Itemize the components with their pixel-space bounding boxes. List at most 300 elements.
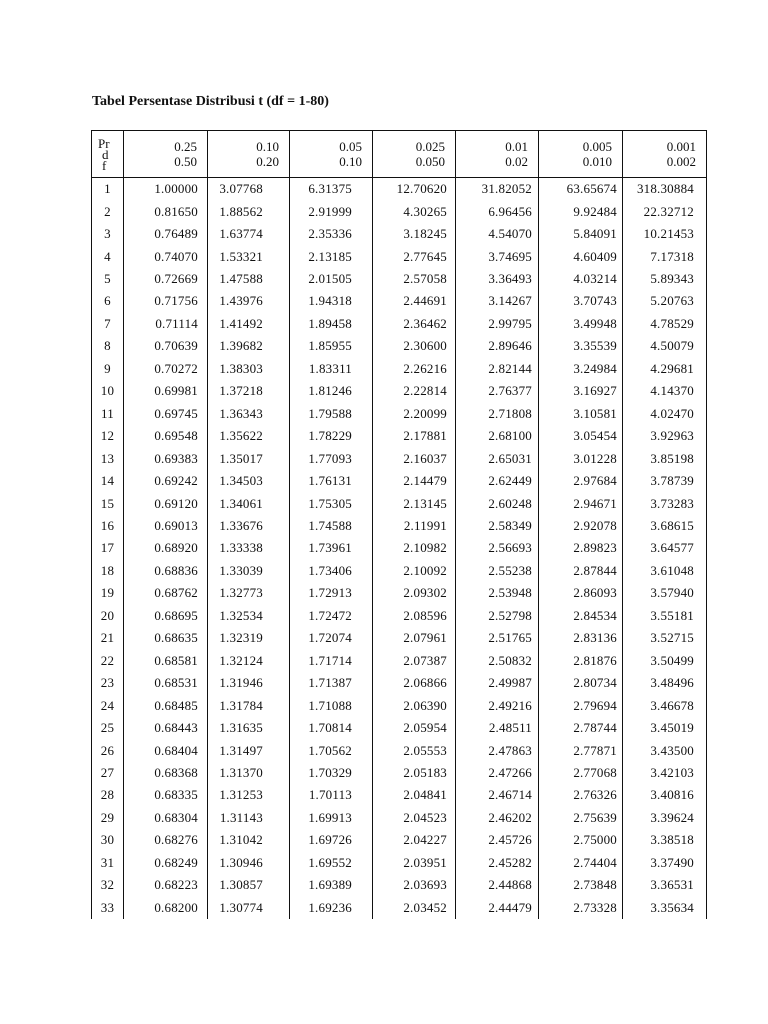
value-cell: 3.38518 bbox=[623, 829, 707, 851]
value-cell: 31.82052 bbox=[456, 178, 539, 201]
value-cell: 2.82144 bbox=[456, 358, 539, 380]
value-cell: 3.55181 bbox=[623, 605, 707, 627]
value-cell: 4.50079 bbox=[623, 335, 707, 357]
value-cell: 1.63774 bbox=[208, 223, 290, 245]
table-row bbox=[92, 582, 707, 604]
value-cell: 2.05183 bbox=[373, 762, 456, 784]
one-tail-probability: 0.05 bbox=[339, 139, 362, 154]
two-tail-probability: 0.02 bbox=[505, 154, 528, 169]
value-cell: 2.05954 bbox=[373, 717, 456, 739]
table-row bbox=[92, 290, 707, 312]
value-cell: 0.68304 bbox=[124, 807, 208, 829]
df-cell: 20 bbox=[100, 607, 115, 623]
value-cell: 1.72913 bbox=[290, 582, 373, 604]
value-cell: 1.72472 bbox=[290, 605, 373, 627]
value-cell: 2.11991 bbox=[373, 515, 456, 537]
value-cell: 1.69389 bbox=[290, 874, 373, 896]
value-cell: 12.70620 bbox=[373, 178, 456, 201]
value-cell: 63.65674 bbox=[539, 178, 623, 201]
value-cell: 0.68249 bbox=[124, 852, 208, 874]
df-cell: 19 bbox=[100, 585, 115, 601]
value-cell: 0.68531 bbox=[124, 672, 208, 694]
value-cell: 1.69726 bbox=[290, 829, 373, 851]
value-cell: 1.32319 bbox=[208, 627, 290, 649]
two-tail-probability: 0.002 bbox=[666, 154, 696, 169]
value-cell: 1.72074 bbox=[290, 627, 373, 649]
value-cell: 1.71387 bbox=[290, 672, 373, 694]
value-cell: 0.68695 bbox=[124, 605, 208, 627]
value-cell: 2.89646 bbox=[456, 335, 539, 357]
table-row bbox=[92, 605, 707, 627]
value-cell: 3.52715 bbox=[623, 627, 707, 649]
df-cell: 14 bbox=[100, 473, 115, 489]
table-row bbox=[92, 268, 707, 290]
df-cell: 13 bbox=[100, 450, 115, 466]
value-cell: 1.37218 bbox=[208, 380, 290, 402]
value-cell: 1.30774 bbox=[208, 897, 290, 919]
df-cell: 18 bbox=[100, 562, 115, 578]
column-header bbox=[456, 131, 539, 178]
value-cell: 0.74070 bbox=[124, 245, 208, 267]
value-cell: 1.32534 bbox=[208, 605, 290, 627]
table-row bbox=[92, 200, 707, 222]
value-cell: 2.07961 bbox=[373, 627, 456, 649]
value-cell: 1.33676 bbox=[208, 515, 290, 537]
value-cell: 2.22814 bbox=[373, 380, 456, 402]
value-cell: 4.02470 bbox=[623, 403, 707, 425]
df-header-f: f bbox=[102, 157, 107, 173]
value-cell: 0.68368 bbox=[124, 762, 208, 784]
value-cell: 1.79588 bbox=[290, 403, 373, 425]
df-cell: 31 bbox=[100, 854, 115, 870]
value-cell: 0.69120 bbox=[124, 492, 208, 514]
value-cell: 0.69242 bbox=[124, 470, 208, 492]
value-cell: 3.43500 bbox=[623, 739, 707, 761]
value-cell: 2.05553 bbox=[373, 739, 456, 761]
df-cell: 28 bbox=[100, 787, 115, 803]
value-cell: 1.70113 bbox=[290, 784, 373, 806]
value-cell: 2.07387 bbox=[373, 650, 456, 672]
df-cell: 33 bbox=[100, 899, 115, 915]
value-cell: 3.57940 bbox=[623, 582, 707, 604]
value-cell: 2.55238 bbox=[456, 560, 539, 582]
value-cell: 1.31143 bbox=[208, 807, 290, 829]
value-cell: 4.14370 bbox=[623, 380, 707, 402]
value-cell: 1.77093 bbox=[290, 447, 373, 469]
value-cell: 2.45282 bbox=[456, 852, 539, 874]
value-cell: 2.86093 bbox=[539, 582, 623, 604]
table-row bbox=[92, 313, 707, 335]
value-cell: 0.69548 bbox=[124, 425, 208, 447]
value-cell: 1.41492 bbox=[208, 313, 290, 335]
value-cell: 2.50832 bbox=[456, 650, 539, 672]
table-row bbox=[92, 762, 707, 784]
value-cell: 2.53948 bbox=[456, 582, 539, 604]
value-cell: 1.30946 bbox=[208, 852, 290, 874]
value-cell: 3.07768 bbox=[208, 178, 290, 201]
value-cell: 0.69981 bbox=[124, 380, 208, 402]
value-cell: 3.78739 bbox=[623, 470, 707, 492]
value-cell: 1.31253 bbox=[208, 784, 290, 806]
column-header bbox=[539, 131, 623, 178]
value-cell: 2.49216 bbox=[456, 694, 539, 716]
value-cell: 1.74588 bbox=[290, 515, 373, 537]
table-row bbox=[92, 537, 707, 559]
value-cell: 0.68223 bbox=[124, 874, 208, 896]
value-cell: 2.01505 bbox=[290, 268, 373, 290]
value-cell: 1.31946 bbox=[208, 672, 290, 694]
value-cell: 3.42103 bbox=[623, 762, 707, 784]
value-cell: 0.68485 bbox=[124, 694, 208, 716]
table-row bbox=[92, 358, 707, 380]
df-cell: 25 bbox=[100, 720, 115, 736]
table-body bbox=[92, 178, 707, 919]
value-cell: 2.77068 bbox=[539, 762, 623, 784]
value-cell: 1.81246 bbox=[290, 380, 373, 402]
table-row bbox=[92, 829, 707, 851]
df-cell: 1 bbox=[104, 181, 111, 197]
value-cell: 1.76131 bbox=[290, 470, 373, 492]
value-cell: 1.34061 bbox=[208, 492, 290, 514]
df-cell: 22 bbox=[100, 652, 115, 668]
value-cell: 2.10982 bbox=[373, 537, 456, 559]
value-cell: 0.68200 bbox=[124, 897, 208, 919]
table-row bbox=[92, 874, 707, 896]
df-cell: 12 bbox=[100, 428, 115, 444]
value-cell: 1.94318 bbox=[290, 290, 373, 312]
value-cell: 3.61048 bbox=[623, 560, 707, 582]
value-cell: 2.87844 bbox=[539, 560, 623, 582]
table-row bbox=[92, 223, 707, 245]
value-cell: 1.47588 bbox=[208, 268, 290, 290]
value-cell: 1.43976 bbox=[208, 290, 290, 312]
value-cell: 3.16927 bbox=[539, 380, 623, 402]
value-cell: 9.92484 bbox=[539, 200, 623, 222]
value-cell: 2.81876 bbox=[539, 650, 623, 672]
df-cell: 11 bbox=[101, 405, 114, 421]
value-cell: 2.51765 bbox=[456, 627, 539, 649]
value-cell: 2.76326 bbox=[539, 784, 623, 806]
table-row bbox=[92, 897, 707, 919]
value-cell: 1.88562 bbox=[208, 200, 290, 222]
table-row bbox=[92, 178, 707, 201]
one-tail-probability: 0.025 bbox=[415, 139, 445, 154]
value-cell: 3.73283 bbox=[623, 492, 707, 514]
value-cell: 3.18245 bbox=[373, 223, 456, 245]
value-cell: 0.68404 bbox=[124, 739, 208, 761]
value-cell: 1.53321 bbox=[208, 245, 290, 267]
value-cell: 0.81650 bbox=[124, 200, 208, 222]
value-cell: 0.68762 bbox=[124, 582, 208, 604]
value-cell: 2.99795 bbox=[456, 313, 539, 335]
table-row bbox=[92, 739, 707, 761]
value-cell: 2.73328 bbox=[539, 897, 623, 919]
value-cell: 2.04227 bbox=[373, 829, 456, 851]
value-cell: 1.69913 bbox=[290, 807, 373, 829]
value-cell: 0.68836 bbox=[124, 560, 208, 582]
two-tail-probability: 0.050 bbox=[415, 154, 445, 169]
value-cell: 2.65031 bbox=[456, 447, 539, 469]
value-cell: 2.57058 bbox=[373, 268, 456, 290]
df-cell: 29 bbox=[100, 809, 115, 825]
value-cell: 3.74695 bbox=[456, 245, 539, 267]
one-tail-probability: 0.10 bbox=[256, 139, 279, 154]
value-cell: 1.32124 bbox=[208, 650, 290, 672]
value-cell: 1.34503 bbox=[208, 470, 290, 492]
df-cell: 8 bbox=[104, 338, 111, 354]
value-cell: 0.70272 bbox=[124, 358, 208, 380]
value-cell: 2.08596 bbox=[373, 605, 456, 627]
df-cell: 24 bbox=[100, 697, 115, 713]
value-cell: 3.64577 bbox=[623, 537, 707, 559]
value-cell: 1.33338 bbox=[208, 537, 290, 559]
value-cell: 2.16037 bbox=[373, 447, 456, 469]
value-cell: 2.75000 bbox=[539, 829, 623, 851]
value-cell: 3.05454 bbox=[539, 425, 623, 447]
value-cell: 2.56693 bbox=[456, 537, 539, 559]
value-cell: 3.24984 bbox=[539, 358, 623, 380]
df-cell: 6 bbox=[104, 293, 111, 309]
value-cell: 318.30884 bbox=[623, 178, 707, 201]
table-row bbox=[92, 852, 707, 874]
value-cell: 3.48496 bbox=[623, 672, 707, 694]
value-cell: 2.03452 bbox=[373, 897, 456, 919]
value-cell: 2.10092 bbox=[373, 560, 456, 582]
table-row bbox=[92, 425, 707, 447]
table-row bbox=[92, 560, 707, 582]
value-cell: 3.35634 bbox=[623, 897, 707, 919]
value-cell: 3.14267 bbox=[456, 290, 539, 312]
value-cell: 2.89823 bbox=[539, 537, 623, 559]
page-title: Tabel Persentase Distribusi t (df = 1-80) bbox=[92, 94, 329, 109]
value-cell: 4.78529 bbox=[623, 313, 707, 335]
value-cell: 3.35539 bbox=[539, 335, 623, 357]
value-cell: 1.73406 bbox=[290, 560, 373, 582]
value-cell: 2.14479 bbox=[373, 470, 456, 492]
value-cell: 3.45019 bbox=[623, 717, 707, 739]
value-cell: 0.68443 bbox=[124, 717, 208, 739]
df-cell: 27 bbox=[100, 765, 115, 780]
value-cell: 0.68581 bbox=[124, 650, 208, 672]
column-header bbox=[290, 131, 373, 178]
table-row bbox=[92, 492, 707, 514]
value-cell: 2.09302 bbox=[373, 582, 456, 604]
value-cell: 1.33039 bbox=[208, 560, 290, 582]
value-cell: 1.89458 bbox=[290, 313, 373, 335]
table-row bbox=[92, 672, 707, 694]
value-cell: 2.03693 bbox=[373, 874, 456, 896]
value-cell: 0.68276 bbox=[124, 829, 208, 851]
table-row bbox=[92, 380, 707, 402]
value-cell: 2.73848 bbox=[539, 874, 623, 896]
value-cell: 0.71114 bbox=[124, 313, 208, 335]
table-row bbox=[92, 470, 707, 492]
value-cell: 0.68635 bbox=[124, 627, 208, 649]
df-cell: 4 bbox=[104, 248, 111, 264]
value-cell: 6.31375 bbox=[290, 178, 373, 201]
table-row bbox=[92, 335, 707, 357]
value-cell: 2.78744 bbox=[539, 717, 623, 739]
value-cell: 2.79694 bbox=[539, 694, 623, 716]
value-cell: 1.31635 bbox=[208, 717, 290, 739]
table-row bbox=[92, 403, 707, 425]
one-tail-probability: 0.25 bbox=[174, 139, 197, 154]
df-cell: 2 bbox=[104, 203, 111, 219]
two-tail-probability: 0.50 bbox=[174, 154, 197, 169]
value-cell: 2.60248 bbox=[456, 492, 539, 514]
value-cell: 2.04841 bbox=[373, 784, 456, 806]
value-cell: 3.40816 bbox=[623, 784, 707, 806]
df-cell: 23 bbox=[100, 675, 115, 691]
value-cell: 2.45726 bbox=[456, 829, 539, 851]
df-header-d: d bbox=[102, 146, 109, 162]
value-cell: 2.30600 bbox=[373, 335, 456, 357]
two-tail-probability: 0.20 bbox=[256, 154, 279, 169]
df-cell: 9 bbox=[104, 360, 111, 376]
value-cell: 2.80734 bbox=[539, 672, 623, 694]
value-cell: 2.94671 bbox=[539, 492, 623, 514]
value-cell: 7.17318 bbox=[623, 245, 707, 267]
one-tail-probability: 0.005 bbox=[582, 139, 612, 154]
value-cell: 2.47863 bbox=[456, 739, 539, 761]
value-cell: 1.36343 bbox=[208, 403, 290, 425]
value-cell: 3.68615 bbox=[623, 515, 707, 537]
value-cell: 2.44868 bbox=[456, 874, 539, 896]
value-cell: 10.21453 bbox=[623, 223, 707, 245]
value-cell: 1.70814 bbox=[290, 717, 373, 739]
value-cell: 2.36462 bbox=[373, 313, 456, 335]
column-header bbox=[208, 131, 290, 178]
value-cell: 6.96456 bbox=[456, 200, 539, 222]
value-cell: 1.71714 bbox=[290, 650, 373, 672]
value-cell: 4.30265 bbox=[373, 200, 456, 222]
df-cell: 5 bbox=[104, 271, 111, 287]
df-cell: 21 bbox=[100, 630, 115, 646]
value-cell: 1.32773 bbox=[208, 582, 290, 604]
value-cell: 2.49987 bbox=[456, 672, 539, 694]
value-cell: 2.35336 bbox=[290, 223, 373, 245]
value-cell: 0.70639 bbox=[124, 335, 208, 357]
value-cell: 2.58349 bbox=[456, 515, 539, 537]
value-cell: 1.78229 bbox=[290, 425, 373, 447]
table-row bbox=[92, 717, 707, 739]
value-cell: 1.35017 bbox=[208, 447, 290, 469]
value-cell: 4.60409 bbox=[539, 245, 623, 267]
value-cell: 1.69236 bbox=[290, 897, 373, 919]
value-cell: 1.83311 bbox=[290, 358, 373, 380]
value-cell: 0.76489 bbox=[124, 223, 208, 245]
value-cell: 2.62449 bbox=[456, 470, 539, 492]
df-cell: 32 bbox=[100, 877, 115, 893]
value-cell: 3.01228 bbox=[539, 447, 623, 469]
value-cell: 1.73961 bbox=[290, 537, 373, 559]
value-cell: 2.06390 bbox=[373, 694, 456, 716]
column-header bbox=[373, 131, 456, 178]
value-cell: 1.31042 bbox=[208, 829, 290, 851]
value-cell: 0.68920 bbox=[124, 537, 208, 559]
value-cell: 2.46202 bbox=[456, 807, 539, 829]
value-cell: 2.44479 bbox=[456, 897, 539, 919]
value-cell: 2.26216 bbox=[373, 358, 456, 380]
value-cell: 1.31784 bbox=[208, 694, 290, 716]
one-tail-probability: 0.01 bbox=[505, 139, 528, 154]
value-cell: 2.17881 bbox=[373, 425, 456, 447]
value-cell: 5.89343 bbox=[623, 268, 707, 290]
value-cell: 2.44691 bbox=[373, 290, 456, 312]
value-cell: 3.39624 bbox=[623, 807, 707, 829]
value-cell: 2.03951 bbox=[373, 852, 456, 874]
value-cell: 2.92078 bbox=[539, 515, 623, 537]
df-cell: 16 bbox=[100, 518, 115, 534]
value-cell: 1.30857 bbox=[208, 874, 290, 896]
value-cell: 2.71808 bbox=[456, 403, 539, 425]
table-row bbox=[92, 245, 707, 267]
value-cell: 1.71088 bbox=[290, 694, 373, 716]
value-cell: 1.31497 bbox=[208, 739, 290, 761]
value-cell: 3.37490 bbox=[623, 852, 707, 874]
value-cell: 1.00000 bbox=[124, 178, 208, 201]
value-cell: 2.52798 bbox=[456, 605, 539, 627]
table-row bbox=[92, 515, 707, 537]
value-cell: 3.36531 bbox=[623, 874, 707, 896]
value-cell: 2.77871 bbox=[539, 739, 623, 761]
df-cell: 26 bbox=[100, 742, 115, 758]
value-cell: 3.50499 bbox=[623, 650, 707, 672]
value-cell: 2.13185 bbox=[290, 245, 373, 267]
value-cell: 5.20763 bbox=[623, 290, 707, 312]
value-cell: 2.75639 bbox=[539, 807, 623, 829]
value-cell: 1.38303 bbox=[208, 358, 290, 380]
value-cell: 0.71756 bbox=[124, 290, 208, 312]
table-row bbox=[92, 694, 707, 716]
one-tail-probability: 0.001 bbox=[666, 139, 696, 154]
value-cell: 2.84534 bbox=[539, 605, 623, 627]
value-cell: 3.92963 bbox=[623, 425, 707, 447]
table-row bbox=[92, 627, 707, 649]
value-cell: 2.46714 bbox=[456, 784, 539, 806]
value-cell: 0.68335 bbox=[124, 784, 208, 806]
value-cell: 2.20099 bbox=[373, 403, 456, 425]
table-row bbox=[92, 447, 707, 469]
value-cell: 1.85955 bbox=[290, 335, 373, 357]
value-cell: 22.32712 bbox=[623, 200, 707, 222]
value-cell: 4.54070 bbox=[456, 223, 539, 245]
value-cell: 1.69552 bbox=[290, 852, 373, 874]
value-cell: 2.68100 bbox=[456, 425, 539, 447]
df-cell: 15 bbox=[100, 495, 115, 511]
t-distribution-table bbox=[91, 130, 707, 919]
value-cell: 3.10581 bbox=[539, 403, 623, 425]
value-cell: 3.46678 bbox=[623, 694, 707, 716]
table-header-row bbox=[92, 131, 707, 178]
value-cell: 3.49948 bbox=[539, 313, 623, 335]
df-header bbox=[92, 131, 124, 178]
value-cell: 2.97684 bbox=[539, 470, 623, 492]
df-cell: 10 bbox=[100, 383, 115, 399]
table-row bbox=[92, 807, 707, 829]
value-cell: 0.69745 bbox=[124, 403, 208, 425]
two-tail-probability: 0.010 bbox=[582, 154, 612, 169]
value-cell: 2.13145 bbox=[373, 492, 456, 514]
value-cell: 1.70329 bbox=[290, 762, 373, 784]
value-cell: 1.39682 bbox=[208, 335, 290, 357]
value-cell: 2.91999 bbox=[290, 200, 373, 222]
df-cell: 3 bbox=[104, 226, 111, 242]
df-cell: 17 bbox=[100, 540, 115, 556]
value-cell: 0.69383 bbox=[124, 447, 208, 469]
value-cell: 1.70562 bbox=[290, 739, 373, 761]
value-cell: 2.04523 bbox=[373, 807, 456, 829]
